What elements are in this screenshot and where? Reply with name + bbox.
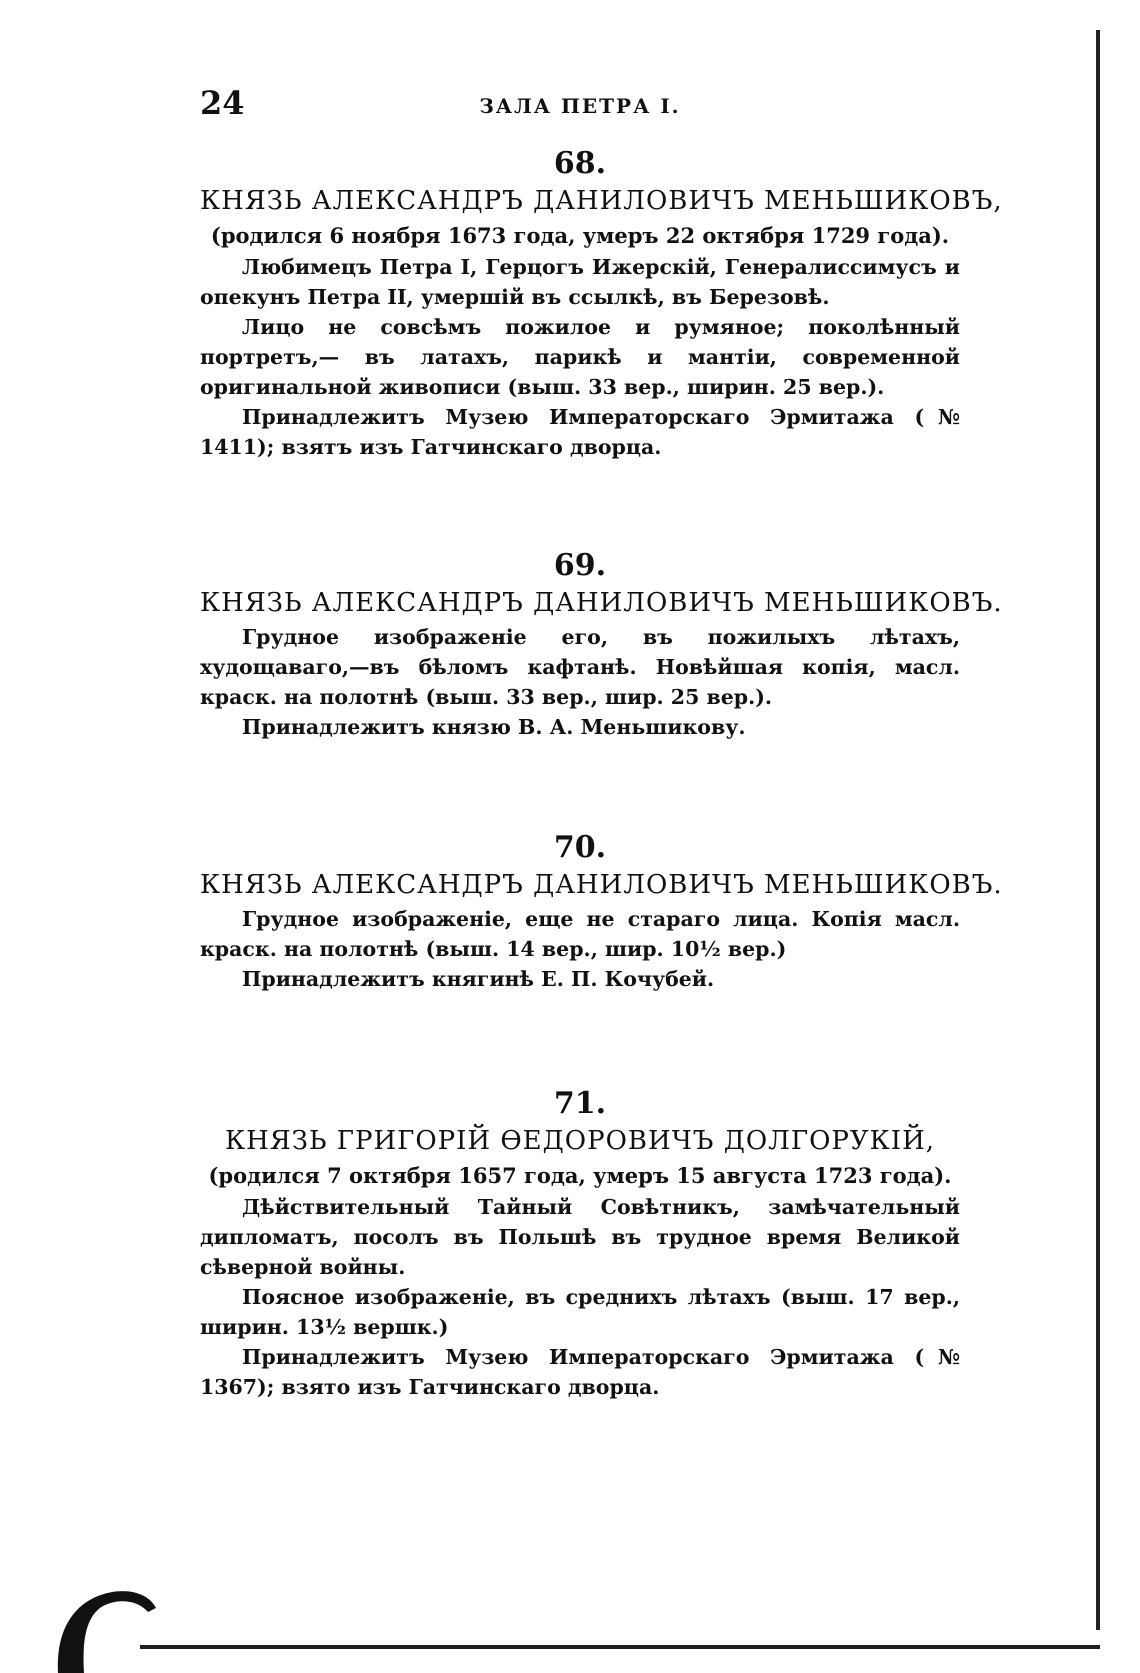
entry-dates: (родился 7 октября 1657 года, умеръ 15 августа 1723 года). <box>208 1163 952 1188</box>
running-title: ЗАЛА ПЕТРА I. <box>479 94 681 118</box>
entry-number: 70. <box>553 830 607 865</box>
entry-paragraph: Принадлежитъ княгинѣ Е. П. Кочубей. <box>242 967 715 991</box>
entry-paragraph: Грудное изображеніе, еще не стараго лица. Копія масл. краск. на полотнѣ (выш. 14 вер., шир. 10½ вер.) <box>200 907 960 961</box>
entry-number: 68. <box>553 146 607 181</box>
entry-dates: (родился 6 ноября 1673 года, умеръ 22 октября 1729 года). <box>210 223 950 248</box>
catalog-entry-71 <box>200 1086 960 1402</box>
entry-number: 69. <box>553 548 607 583</box>
entry-paragraph: Лицо не совсѣмъ пожилое и румяное; поколѣнный портретъ,— въ латахъ, парикѣ и мантіи, современной оригинальной живописи (выш. 33 вер., ширин. 25 вер.). <box>200 315 960 399</box>
entry-title: КНЯЗЬ АЛЕКСАНДРЪ ДАНИЛОВИЧЪ МЕНЬШИКОВЪ, <box>200 186 1003 216</box>
entry-paragraph: Грудное изображеніе его, въ пожилыхъ лѣтахъ, худощаваго,—въ бѣломъ кафтанѣ. Новѣйшая копія, масл. краск. на полотнѣ (выш. 33 вер., шир. 25 вер.). <box>200 625 960 709</box>
page-number: 24 <box>200 84 245 122</box>
entry-paragraph: Поясное изображеніе, въ среднихъ лѣтахъ (выш. 17 вер., ширин. 13½ вершк.) <box>200 1285 960 1339</box>
page-header <box>200 86 960 120</box>
entry-title: КНЯЗЬ АЛЕКСАНДРЪ ДАНИЛОВИЧЪ МЕНЬШИКОВЪ. <box>200 870 1003 900</box>
catalog-entry-68 <box>200 146 1003 462</box>
catalog-entry-69 <box>200 548 1003 742</box>
ink-blot-mark <box>48 1578 158 1673</box>
scan-edge-line-right <box>1096 30 1100 1630</box>
entry-paragraph: Принадлежитъ Музею Императорскаго Эрмитажа (№ 1367); взято изъ Гатчинскаго дворца. <box>200 1345 960 1399</box>
catalog-entry-70 <box>200 830 1003 994</box>
entry-number: 71. <box>553 1086 607 1121</box>
scan-edge-line-bottom <box>140 1645 1100 1649</box>
entry-title: КНЯЗЬ АЛЕКСАНДРЪ ДАНИЛОВИЧЪ МЕНЬШИКОВЪ. <box>200 588 1003 618</box>
entry-paragraph: Принадлежитъ Музею Императорскаго Эрмитажа (№ 1411); взятъ изъ Гатчинскаго дворца. <box>200 405 960 459</box>
entry-paragraph: Принадлежитъ князю В. А. Меньшикову. <box>242 715 746 739</box>
entry-title: КНЯЗЬ ГРИГОРІЙ ѲЕДОРОВИЧЪ ДОЛГОРУКІЙ, <box>224 1126 936 1156</box>
entry-paragraph: Любимецъ Петра I, Герцогъ Ижерскій, Генералиссимусъ и опекунъ Петра II, умершій въ ссылкѣ, въ Березовѣ. <box>200 255 960 309</box>
entry-paragraph: Дѣйствительный Тайный Совѣтникъ, замѣчательный дипломатъ, посолъ въ Польшѣ въ трудное время Великой сѣверной войны. <box>200 1195 960 1279</box>
